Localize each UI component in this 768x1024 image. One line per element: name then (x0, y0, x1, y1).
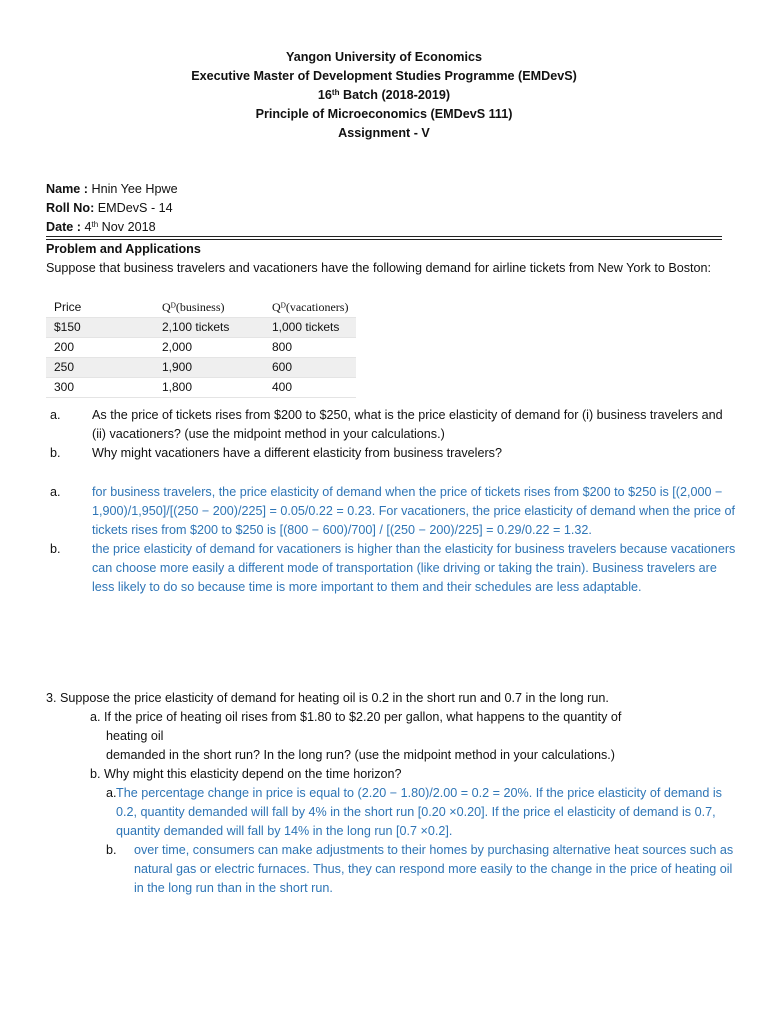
header-q-business: Qᴰ(business) (154, 298, 264, 318)
date-label: Date : (46, 220, 85, 234)
date-ordinal: th (91, 220, 99, 229)
answer-text: for business travelers, the price elasticity of demand when the price of tickets rises from $200 to $250 is [(2,000 − 1,900)/1,950]/[(250 − 200)/225] = 0.05/0.22 = 0.23. For vacationers, the price elasticity of demand when the price of tickets rises from $200 to $250 is [(800 − 600)/700] / [(250 − 200)/225] = 0.29/0.22 = 1.32. (92, 485, 736, 537)
problem-intro: Suppose that business travelers and vacationers have the following demand for airline tickets from New York to Boston: (46, 261, 712, 275)
question-3a-line: heating oil (106, 729, 164, 743)
answer-label: a. (50, 485, 61, 499)
question-a (46, 406, 736, 444)
name-label: Name : (46, 182, 92, 196)
document-header (0, 48, 768, 143)
question-3b-line: b. Why might this elasticity depend on the time horizon? (90, 767, 402, 781)
table-cell: 800 (264, 338, 356, 358)
answer-b (46, 540, 736, 597)
table-row (46, 358, 356, 378)
divider-line (46, 236, 722, 237)
answer-text: The percentage change in price is equal to (2.20 − 1.80)/2.00 = 0.2 = 20%. If the price elasticity of demand is 0.2, quantity demanded will fall by 4% in the short run [0.20 ×0.20]. If the price el elasticity of demand is 0.7, quantity demanded will fall by 14% in the long run [0.7 ×0.2]. (116, 786, 722, 838)
table-cell: 1,900 (154, 358, 264, 378)
answer-text: over time, consumers can make adjustments to their homes by purchasing alternative heat sources such as natural gas or electric furnaces. Thus, they can respond more easily to the change in the price of heating oil in the long run than in the short run. (134, 843, 734, 895)
answer-3b (46, 841, 736, 898)
demand-table (46, 298, 356, 398)
question-text: As the price of tickets rises from $200 to $250, what is the price elasticity of demand for (i) business travelers and (ii) vacationers? (use the midpoint method in your calculations.) (92, 408, 723, 441)
date-line (46, 218, 178, 237)
name-line (46, 180, 178, 199)
batch-number: 16 (317, 88, 332, 102)
question-3 (46, 689, 736, 898)
university-name: Yangon University of Economics (286, 50, 482, 64)
section-title: Problem and Applications (46, 242, 201, 256)
table-row (46, 318, 356, 338)
table-row (46, 378, 356, 398)
table-cell: $150 (46, 318, 154, 338)
batch-years: Batch (2018-2019) (339, 88, 451, 102)
table-cell: 200 (46, 338, 154, 358)
question-label: a. (50, 408, 61, 422)
roll-label: Roll No: (46, 201, 98, 215)
table-header-row (46, 298, 356, 318)
table-cell: 1,000 tickets (264, 318, 356, 338)
questions-list (46, 406, 736, 463)
question-b (46, 444, 736, 463)
name-value: Hnin Yee Hpwe (91, 182, 178, 196)
table-cell: 600 (264, 358, 356, 378)
date-day: 4 (84, 220, 92, 234)
header-price: Price (46, 298, 154, 318)
answer-label: b. (106, 843, 117, 857)
question-3a-line: a. If the price of heating oil rises from $1.80 to $2.20 per gallon, what happens to the quantity of (90, 710, 622, 724)
question-text: Why might vacationers have a different elasticity from business travelers? (92, 446, 502, 460)
answer-text: the price elasticity of demand for vacationers is higher than the elasticity for business travelers because vacationers can choose more easily a different mode of transportation (like driving or taking the train). Business travelers are less likely to do so because time is more important to them and their schedules are less adaptable. (92, 542, 736, 594)
question-3-intro: 3. Suppose the price elasticity of demand for heating oil is 0.2 in the short run and 0.7 in the long run. (46, 691, 609, 705)
table-cell: 2,000 (154, 338, 264, 358)
roll-line (46, 199, 178, 218)
batch-line (0, 86, 768, 105)
table-cell: 2,100 tickets (154, 318, 264, 338)
table-cell: 400 (264, 378, 356, 398)
question-label: b. (50, 446, 61, 460)
answer-label: b. (50, 542, 61, 556)
student-info (46, 180, 178, 237)
answer-label: a. (106, 786, 117, 800)
table-row (46, 338, 356, 358)
table-cell: 250 (46, 358, 154, 378)
course-name: Principle of Microeconomics (EMDevS 111) (255, 107, 513, 121)
answer-a (46, 483, 736, 540)
table-cell: 300 (46, 378, 154, 398)
roll-value: EMDevS - 14 (97, 201, 173, 215)
question-3a-line: demanded in the short run? In the long run? (use the midpoint method in your calculations.) (106, 748, 615, 762)
programme-name: Executive Master of Development Studies Programme (EMDevS) (191, 69, 577, 83)
assignment-title: Assignment - V (338, 126, 430, 140)
answers-list (46, 483, 736, 597)
header-q-vacationers: Qᴰ(vacationers) (264, 298, 356, 318)
table-cell: 1,800 (154, 378, 264, 398)
answer-3a (46, 784, 736, 841)
batch-ordinal: th (331, 88, 340, 97)
date-rest: Nov 2018 (98, 220, 156, 234)
